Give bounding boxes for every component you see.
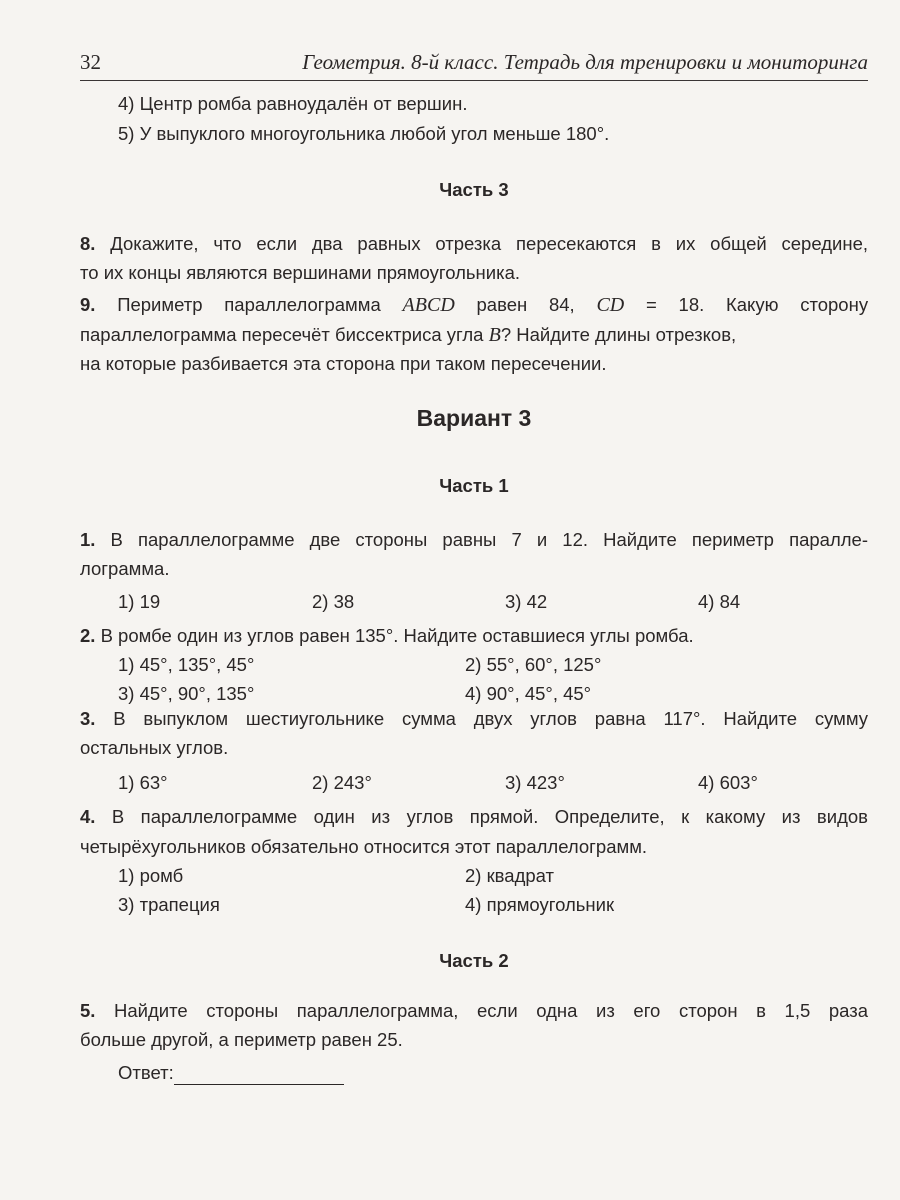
task-number: 8. xyxy=(80,233,96,254)
answer-option: 1) 63° xyxy=(118,772,168,793)
task-text: В параллелограмме один из углов прямой. Определите, к какому из видов xyxy=(111,806,868,827)
answer-line xyxy=(118,1061,868,1085)
answer-option: 2) 38 xyxy=(312,591,355,612)
answer-option: 1) 19 xyxy=(118,591,161,612)
task-text: остальных углов. xyxy=(80,737,229,758)
section-heading: Часть 1 xyxy=(439,475,509,496)
task-number: 1. xyxy=(80,529,96,550)
task-3 xyxy=(80,707,868,731)
answer-option: 4) 603° xyxy=(698,772,758,793)
task-number: 5. xyxy=(80,1000,96,1021)
task-text: Периметр параллелограмма xyxy=(117,294,381,315)
task-text: В параллелограмме две стороны равны 7 и 12. Найдите периметр паралле- xyxy=(110,529,868,550)
answer-option: 3) трапеция xyxy=(118,894,220,915)
task-8 xyxy=(80,232,868,256)
task-text: на которые разбивается эта сторона при таком пересечении. xyxy=(80,353,607,374)
header-rule xyxy=(80,80,868,81)
answer-label: Ответ: xyxy=(118,1062,174,1083)
task-text: Докажите, что если два равных отрезка пересекаются в их общей середине, xyxy=(110,233,869,254)
answer-option: 4) 84 xyxy=(698,591,741,612)
task-text: В ромбе один из углов равен 135°. Найдите оставшиеся углы ромба. xyxy=(100,625,694,646)
math-var: ABCD xyxy=(402,294,455,316)
task-1 xyxy=(80,528,868,552)
answer-option: 1) 45°, 135°, 45° xyxy=(118,654,255,675)
task-text: ? Найдите длины отрезков, xyxy=(500,324,737,345)
answer-option: 4) 90°, 45°, 45° xyxy=(465,683,592,704)
task-text: больше другой, а периметр равен 25. xyxy=(80,1029,403,1050)
math-var: CD xyxy=(596,294,625,316)
task-text: = 18. Какую сторону xyxy=(645,294,869,315)
answer-option: 4) прямоугольник xyxy=(465,894,615,915)
answer-option: 2) 243° xyxy=(312,772,372,793)
task-number: 2. xyxy=(80,625,96,646)
math-var: B xyxy=(488,324,501,346)
task-text: то их концы являются вершинами прямоугольника. xyxy=(80,262,521,283)
task-text: лограмма. xyxy=(80,558,170,579)
task-2 xyxy=(80,624,868,648)
task-number: 9. xyxy=(80,294,96,315)
task-4 xyxy=(80,805,868,829)
list-item: 5) У выпуклого многоугольника любой угол меньше 180°. xyxy=(118,123,610,144)
list-item: 4) Центр ромба равноудалён от вершин. xyxy=(118,93,468,114)
task-number: 4. xyxy=(80,806,96,827)
section-heading: Часть 2 xyxy=(439,950,509,971)
answer-option: 3) 42 xyxy=(505,591,548,612)
task-text xyxy=(80,323,868,347)
answer-option: 2) 55°, 60°, 125° xyxy=(465,654,602,675)
book-title: Геометрия. 8-й класс. Тетрадь для тренировки и мониторинга xyxy=(302,50,868,74)
task-number: 3. xyxy=(80,708,96,729)
task-text: равен 84, xyxy=(476,294,575,315)
page-number: 32 xyxy=(80,50,101,74)
task-9 xyxy=(80,293,868,317)
answer-option: 1) ромб xyxy=(118,865,184,886)
task-text: В выпуклом шестиугольнике сумма двух углов равна 117°. Найдите сумму xyxy=(113,708,869,729)
task-text: параллелограмма пересечёт биссектриса угла xyxy=(80,324,484,345)
section-heading: Часть 3 xyxy=(439,179,509,200)
answer-option: 2) квадрат xyxy=(465,865,555,886)
task-5 xyxy=(80,999,868,1023)
task-text: четырёхугольников обязательно относится этот параллелограмм. xyxy=(80,836,648,857)
answer-blank[interactable] xyxy=(174,1066,344,1085)
answer-option: 3) 45°, 90°, 135° xyxy=(118,683,255,704)
task-text: Найдите стороны параллелограмма, если одна из его сторон в 1,5 раза xyxy=(114,1000,868,1021)
answer-option: 3) 423° xyxy=(505,772,565,793)
variant-title: Вариант 3 xyxy=(416,405,532,431)
